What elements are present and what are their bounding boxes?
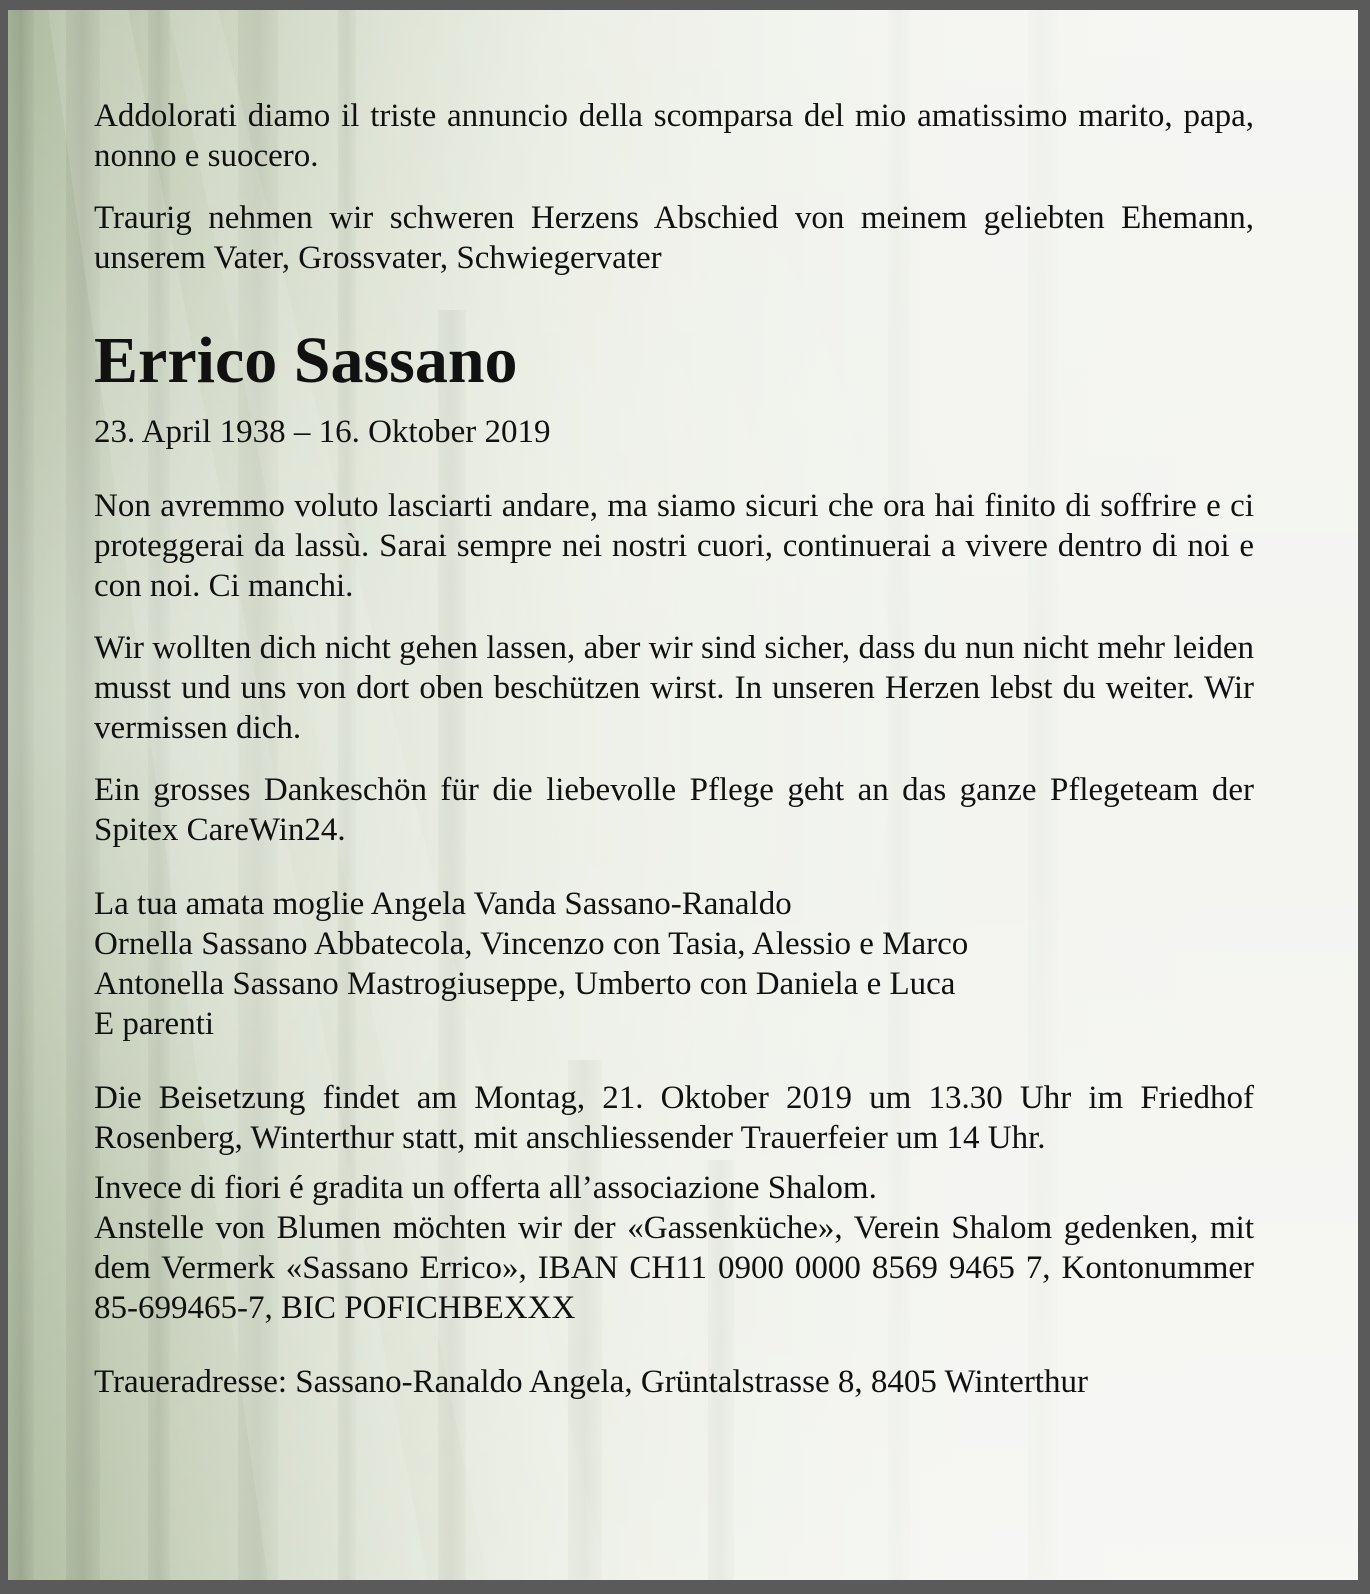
obituary-text bbox=[94, 96, 1254, 1402]
funeral-info: Die Beisetzung findet am Montag, 21. Oktober 2019 um 13.30 Uhr im Friedhof Rosenberg, Winterthur statt, mit anschliessender Trauerfeier um 14 Uhr. bbox=[94, 1080, 1254, 1156]
obituary-page bbox=[8, 10, 1358, 1580]
donation-german: Anstelle von Blumen möchten wir der «Gassenküche», Verein Shalom gedenken, mit dem Vermerk «Sassano Errico», IBAN CH11 0900 0000 8569 9465 7, Kontonummer 85-699465-7, BIC POFICHBEXXX bbox=[94, 1210, 1254, 1326]
family-member: E parenti bbox=[94, 1006, 215, 1042]
intro-german: Traurig nehmen wir schweren Herzens Abschied von meinem geliebten Ehemann, unserem Vater, Grossvater, Schwiegervater bbox=[94, 200, 1254, 276]
mourning-address: Traueradresse: Sassano-Ranaldo Angela, Grüntalstrasse 8, 8405 Winterthur bbox=[94, 1364, 1088, 1400]
message-german: Wir wollten dich nicht gehen lassen, aber wir sind sicher, dass du nun nicht mehr leiden musst und uns von dort oben beschützen wirst. In unseren Herzen lebst du weiter. Wir vermissen dich. bbox=[94, 630, 1254, 746]
family-member: La tua amata moglie Angela Vanda Sassano-Ranaldo bbox=[94, 886, 792, 922]
message-italian: Non avremmo voluto lasciarti andare, ma siamo sicuri che ora hai finito di soffrire e ci proteggerai da lassù. Sarai sempre nei nostri cuori, continuerai a vivere dentro di noi e con noi. Ci manchi. bbox=[94, 488, 1254, 604]
family-member: Ornella Sassano Abbatecola, Vincenzo con Tasia, Alessio e Marco bbox=[94, 926, 969, 962]
thanks-note: Ein grosses Dankeschön für die liebevolle Pflege geht an das ganze Pflegeteam der Spitex CareWin24. bbox=[94, 772, 1254, 848]
family-member: Antonella Sassano Mastrogiuseppe, Umberto con Daniela e Luca bbox=[94, 966, 956, 1002]
intro-italian: Addolorati diamo il triste annuncio della scomparsa del mio amatissimo marito, papa, nonno e suocero. bbox=[94, 98, 1254, 174]
family-list bbox=[94, 884, 1254, 1044]
donation-italian: Invece di fiori é gradita un offerta all’associazione Shalom. bbox=[94, 1170, 877, 1206]
life-dates: 23. April 1938 – 16. Oktober 2019 bbox=[94, 414, 551, 450]
deceased-name: Errico Sassano bbox=[94, 324, 518, 397]
